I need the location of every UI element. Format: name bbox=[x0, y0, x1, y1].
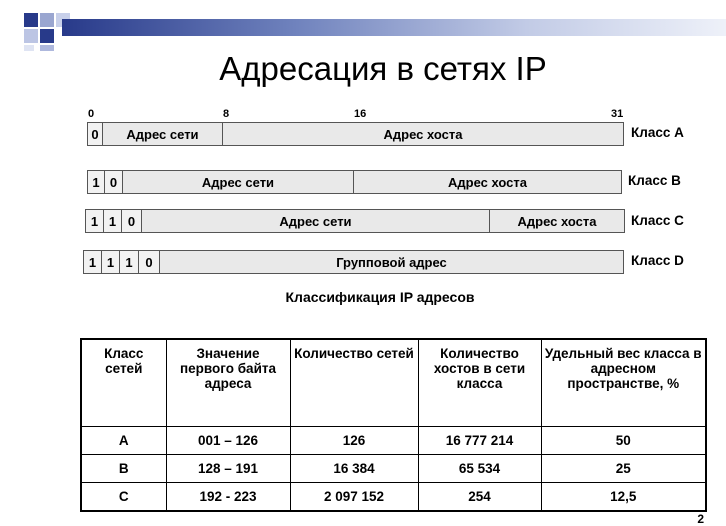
class-d-bit: 1 bbox=[84, 251, 102, 273]
ip-class-table bbox=[80, 338, 707, 512]
table-row bbox=[81, 483, 706, 512]
table-cell: 192 - 223 bbox=[166, 483, 290, 512]
table-cell: 001 – 126 bbox=[166, 427, 290, 455]
table-cell: 65 534 bbox=[418, 455, 541, 483]
header-class: Класс сетей bbox=[81, 339, 166, 427]
class-a-label: Класс A bbox=[631, 125, 684, 140]
header-networks: Количество сетей bbox=[290, 339, 418, 427]
bit-label-8: 8 bbox=[223, 108, 230, 120]
class-b-bit: 1 bbox=[88, 171, 105, 193]
class-c-network-field: Адрес сети bbox=[142, 210, 490, 232]
table-cell: 16 384 bbox=[290, 455, 418, 483]
bit-label-31: 31 bbox=[611, 108, 624, 120]
table-row bbox=[81, 427, 706, 455]
header-share: Удельный вес класса в адресном пространстве, % bbox=[541, 339, 706, 427]
header-hosts: Количество хостов в сети класса bbox=[418, 339, 541, 427]
class-d-format bbox=[83, 250, 624, 274]
class-d-bit: 0 bbox=[139, 251, 160, 273]
table-cell: 2 097 152 bbox=[290, 483, 418, 512]
page-title: Адресация в сетях IP bbox=[219, 50, 547, 87]
bit-label-0: 0 bbox=[88, 108, 95, 120]
diagram-caption: Классификация IP адресов bbox=[285, 289, 475, 305]
class-d-bit: 1 bbox=[102, 251, 120, 273]
table-row bbox=[81, 455, 706, 483]
class-c-bit: 0 bbox=[122, 210, 142, 232]
table-cell: 16 777 214 bbox=[418, 427, 541, 455]
class-d-bit: 1 bbox=[120, 251, 139, 273]
table-cell: 128 – 191 bbox=[166, 455, 290, 483]
class-b-bit: 0 bbox=[105, 171, 123, 193]
page-number: 2 bbox=[697, 512, 704, 526]
table-cell: 25 bbox=[541, 455, 706, 483]
bit-label-16: 16 bbox=[354, 108, 367, 120]
table-cell: 254 bbox=[418, 483, 541, 512]
class-c-bit: 1 bbox=[86, 210, 104, 232]
class-d-label: Класс D bbox=[631, 253, 684, 268]
class-b-host-field: Адрес хоста bbox=[354, 171, 621, 193]
table-header-row bbox=[81, 339, 706, 427]
class-a-host-field: Адрес хоста bbox=[223, 123, 623, 145]
class-c-host-field: Адрес хоста bbox=[490, 210, 624, 232]
class-c-label: Класс C bbox=[631, 213, 684, 228]
class-a-network-field: Адрес сети bbox=[103, 123, 223, 145]
class-d-multicast-field: Групповой адрес bbox=[160, 251, 623, 273]
class-a-format bbox=[87, 122, 624, 146]
table-cell: 126 bbox=[290, 427, 418, 455]
class-c-format bbox=[85, 209, 625, 233]
class-b-label: Класс B bbox=[628, 173, 681, 188]
class-c-bit: 1 bbox=[104, 210, 122, 232]
table-cell: B bbox=[81, 455, 166, 483]
table-cell: 50 bbox=[541, 427, 706, 455]
class-b-format bbox=[87, 170, 622, 194]
class-b-network-field: Адрес сети bbox=[123, 171, 354, 193]
class-a-bit: 0 bbox=[88, 123, 103, 145]
table-cell: A bbox=[81, 427, 166, 455]
header-first-byte: Значение первого байта адреса bbox=[166, 339, 290, 427]
table-cell: 12,5 bbox=[541, 483, 706, 512]
table-cell: C bbox=[81, 483, 166, 512]
